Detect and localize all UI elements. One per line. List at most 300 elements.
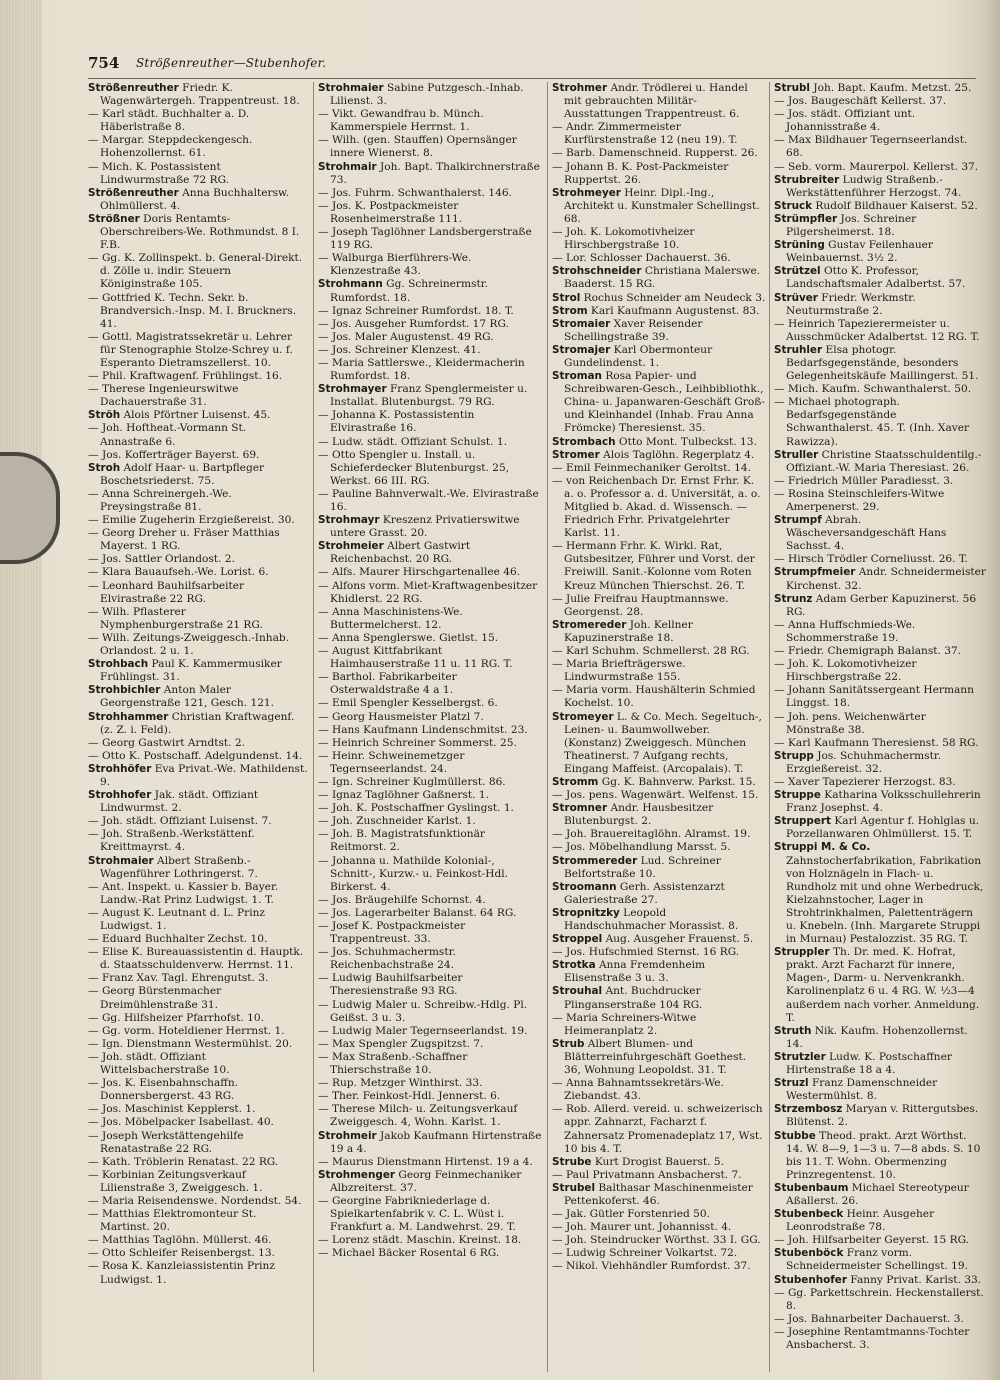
entry-text: — Maria vorm. Haushälterin Schmied Kochelst. 10. — [552, 684, 756, 710]
surname-heading: Stromner — [552, 802, 608, 815]
entry-text: — Michael Bäcker Rosental 6 RG. — [318, 1247, 500, 1260]
column-divider — [769, 82, 770, 1372]
entry-text: — Johann B. K. Post-Packmeister Ruppertst. 26. — [552, 160, 729, 186]
entry-text: — Barthol. Fabrikarbeiter Osterwaldstraße 4 a 1. — [318, 671, 457, 697]
directory-entry — [552, 161, 766, 187]
column-divider — [313, 82, 314, 1372]
entry-text: — Xaver Tapezierer Herzogst. 83. — [774, 775, 956, 788]
entry-text: — Lorenz städt. Maschin. Kreinst. 18. — [318, 1234, 522, 1247]
surname-heading: Strümpfler — [774, 212, 838, 225]
surname-heading: Strößenreuther — [88, 82, 179, 94]
surname-heading: Strohschneider — [552, 265, 642, 278]
directory-entry — [774, 815, 986, 841]
entry-text: — Alfs. Maurer Hirschgartenallee 46. — [318, 566, 521, 579]
entry-text: — Joh. Hilfsarbeiter Geyerst. 15 RG. — [774, 1234, 970, 1247]
directory-entry — [88, 881, 308, 907]
entry-text: Rosa Papier- und Schreibwaren-Gesch., Leihbibliothk., China- u. Japanwaren-Geschäft Groß- und Kleinhandel (Inhab. Frau Anna Frömcke) Theresienst. 35. — [564, 370, 765, 435]
entry-text: — Therese Milch- u. Zeitungsverkauf Zweiggesch. 4, Wohn. Karlst. 1. — [318, 1103, 518, 1129]
directory-entry — [318, 776, 542, 789]
entry-text: Anna Fremdenheim Elisenstraße 3 u. 3. — [564, 959, 706, 985]
entry-text: Heinr. Dipl.-Ing., Architekt u. Kunstmaler Schellingst. 68. — [564, 186, 760, 225]
directory-entry — [552, 1221, 766, 1234]
entry-text: Gg. Schreinermstr. Rumfordst. 18. — [330, 278, 488, 304]
directory-entry — [552, 907, 766, 933]
entry-text: — Alfons vorm. Miet-Kraftwagenbesitzer Khidlerst. 22 RG. — [318, 579, 538, 605]
surname-heading: Strubl — [774, 82, 810, 94]
entry-text: Paul K. Kammermusiker Frühlingst. 31. — [100, 658, 282, 684]
entry-text: — Johann Sanitätssergeant Hermann Linggst. 18. — [774, 684, 974, 710]
entry-text: — Rosa K. Kanzleiassistentin Prinz Ludwigst. 1. — [88, 1260, 275, 1286]
surname-heading: Strohmeir — [318, 1129, 377, 1142]
directory-entry — [318, 134, 542, 160]
entry-text: Joh. Kellner Kapuzinerstraße 18. — [564, 618, 693, 644]
directory-entry — [774, 1077, 986, 1103]
directory-entry — [88, 553, 308, 566]
directory-entry — [318, 1025, 542, 1038]
surname-heading: Stubenböck — [774, 1247, 844, 1260]
directory-entry — [318, 566, 542, 579]
entry-text: — Emil Spengler Kesselbergst. 6. — [318, 697, 498, 710]
directory-entry — [552, 711, 766, 776]
surname-heading: Strohbichler — [88, 684, 161, 697]
entry-text: — Lor. Schlosser Dachauerst. 36. — [552, 252, 731, 265]
entry-text: — Rob. Allerd. vereid. u. schweizerisch appr. Zahnarzt, Facharzt f. Zahnersatz Promenadeplatz 17, Wst. 10 bis 4. T. — [552, 1103, 763, 1155]
entry-text: Georg Feinmechaniker Albzreiterst. 37. — [330, 1168, 522, 1194]
entry-text: Gustav Feilenhauer Weinbauernst. 3½ 2. — [786, 239, 933, 265]
directory-entry — [88, 711, 308, 737]
directory-entry — [318, 645, 542, 671]
directory-entry — [88, 1025, 308, 1038]
entry-text: — Joh. Zuschneider Karlst. 1. — [318, 815, 476, 828]
entry-text: — August Kittfabrikant Haimhauserstraße 11 u. 11 RG. T. — [318, 645, 513, 671]
surname-heading: Strom — [552, 304, 588, 317]
surname-heading: Struppler — [774, 946, 830, 959]
surname-heading: Strohhofer — [88, 789, 152, 802]
directory-entry — [88, 1247, 308, 1260]
entry-text: — Georgine Fabrikniederlage d. Spielkartenfabrik v. C. L. Wüst i. Frankfurt a. M. Landwehrst. 29. T. — [318, 1194, 516, 1234]
directory-entry — [88, 1169, 308, 1195]
entry-text: Andr. Trödlerei u. Handel mit gebrauchten Militär-Ausstattungen Trappentreust. 6. — [564, 82, 748, 121]
directory-entry — [774, 292, 986, 318]
surname-heading: Strützel — [774, 265, 821, 278]
entry-text: — Korbinian Zeitungsverkauf Lilienstraße 3, Zweiggesch. 1. — [88, 1168, 263, 1194]
directory-entry — [774, 200, 986, 213]
directory-entry — [88, 763, 308, 789]
entry-text: — Joh. Hoftheat.-Vormann St. Annastraße 6. — [88, 422, 247, 448]
directory-entry — [552, 226, 766, 252]
surname-heading: Struppe — [774, 789, 821, 802]
entry-text: Otto Mont. Tulbeckst. 13. — [615, 435, 757, 448]
directory-entry — [318, 828, 542, 854]
surname-heading: Stromm — [552, 775, 599, 788]
entry-text: — Maria Schreiners-Witwe Heimeranplatz 2. — [552, 1011, 697, 1037]
surname-heading: Strößner — [88, 212, 140, 225]
directory-entry — [552, 1208, 766, 1221]
entry-text: Anton Maler Georgenstraße 121, Gesch. 121. — [100, 684, 275, 710]
entry-text: — Max Straßenb.-Schaffner Thierschstraße 10. — [318, 1050, 468, 1077]
entry-text: Albert Gastwirt Reichenbachst. 20 RG. — [330, 540, 471, 566]
directory-entry — [88, 82, 308, 108]
entry-text: — Joh. K. Lokomotivheizer Hirschbergstraße 10. — [552, 226, 695, 252]
entry-text: — Anna Schreinergeh.-We. Preysingstraße 81. — [88, 487, 232, 513]
surname-heading: Ströh — [88, 409, 121, 422]
entry-text: — Gg. Hilfsheizer Pfarrhofst. 10. — [88, 1011, 264, 1024]
entry-text: — Gg. vorm. Hoteldiener Herrnst. 1. — [88, 1024, 285, 1037]
directory-entry — [318, 1103, 542, 1129]
entry-text: — Jos. städt. Offiziant unt. Johannisstraße 4. — [774, 108, 916, 134]
entry-text: — Eduard Buchhalter Zechst. 10. — [88, 933, 268, 946]
directory-entry — [552, 265, 766, 291]
entry-text: Ludw. K. Postschaffner Hirtenstraße 18 a 4. — [786, 1050, 952, 1077]
directory-entry — [88, 933, 308, 946]
entry-text: Jos. Schreiner Pilgersheimerst. 18. — [786, 212, 917, 239]
directory-entry — [552, 82, 766, 121]
entry-text: — Georg Dreher u. Fräser Matthias Mayerst. 1 RG. — [88, 527, 280, 553]
directory-entry — [318, 226, 542, 252]
directory-entry — [774, 776, 986, 789]
entry-text: Fanny Privat. Karlst. 33. — [846, 1273, 982, 1286]
entry-text: — Mich. K. Postassistent Lindwurmstraße 72 RG. — [88, 160, 230, 186]
directory-entry — [88, 737, 308, 750]
entry-text: Joh. Bapt. Thalkirchnerstraße 73. — [330, 160, 540, 186]
directory-entry — [318, 999, 542, 1025]
directory-entry — [774, 95, 986, 108]
directory-entry — [88, 383, 308, 409]
entry-text: — Joseph Werkstättengehilfe Renatastraße 22 RG. — [88, 1129, 244, 1155]
surname-heading: Strommereder — [552, 854, 638, 867]
surname-heading: Stubenbeck — [774, 1208, 844, 1221]
entry-text: — Jos. Lagerarbeiter Balanst. 64 RG. — [318, 906, 517, 919]
directory-entry — [88, 1103, 308, 1116]
directory-entry — [318, 802, 542, 815]
surname-heading: Stubenhofer — [774, 1273, 847, 1286]
directory-entry — [88, 409, 308, 422]
entry-text: — Heinr. Schweinemetzger Tegernseerlandst. 24. — [318, 749, 465, 775]
entry-text: Rudolf Bildhauer Kaiserst. 52. — [812, 199, 978, 212]
directory-entry — [88, 1012, 308, 1025]
entry-text: — Leonhard Bauhilfsarbeiter Elvirastraße 22 RG. — [88, 579, 245, 605]
directory-entry — [774, 344, 986, 383]
directory-entry — [88, 449, 308, 462]
directory-entry — [88, 1208, 308, 1234]
entry-text: — Anna Maschinistens-We. Buttermelcherst. 12. — [318, 605, 463, 631]
entry-text: — Wilh. Zeitungs-Zweiggesch.-Inhab. Orlandost. 2 u. 1. — [88, 631, 290, 658]
entry-text: — Maria Sattlerswe., Kleidermacherin Rumfordst. 18. — [318, 356, 525, 383]
surname-heading: Strombach — [552, 435, 616, 448]
directory-entry — [88, 292, 308, 331]
entry-text: — Johanna K. Postassistentin Elvirastraße 16. — [318, 409, 475, 435]
entry-text: — von Reichenbach Dr. Ernst Frhr. K. a. o. Professor a. d. Universität, a. o. Mitglied b. Akad. d. Wissensch. — Friedrich Frhr. Privatgelehrter Karlst. 11. — [552, 474, 761, 540]
directory-entry — [774, 1130, 986, 1182]
directory-entry — [552, 292, 766, 305]
directory-entry — [318, 894, 542, 907]
directory-entry — [552, 252, 766, 265]
entry-text: — Jos. K. Eisenbahnschaffn. Donnersbergerst. 43 RG. — [88, 1077, 239, 1103]
entry-text: Andr. Hausbesitzer Blutenburgst. 2. — [564, 802, 714, 828]
directory-entry — [552, 684, 766, 710]
entry-text: — Joh. städt. Offiziant Wittelsbacherstraße 10. — [88, 1050, 230, 1077]
surname-heading: Stroomann — [552, 880, 617, 893]
entry-text: — Therese Ingenieurswitwe Dachauerstraße 31. — [88, 383, 239, 409]
directory-entry — [318, 331, 542, 344]
directory-entry — [88, 1051, 308, 1077]
directory-entry — [774, 396, 986, 448]
directory-entry — [552, 187, 766, 226]
directory-entry — [552, 1247, 766, 1260]
surname-heading: Strohhöfer — [88, 762, 152, 775]
directory-entry — [88, 134, 308, 160]
directory-entry — [318, 671, 542, 697]
directory-entry — [552, 1169, 766, 1182]
entry-text: L. & Co. Mech. Segeltuch-, Leinen- u. Baumwollweber. (Konstanz) Zweiggesch. München Theatinerst. 7 Aufgang rechts, Eingang Maffeist. (Arcopalais). T. — [564, 710, 762, 775]
surname-heading: Struth — [774, 1024, 812, 1037]
directory-entry — [774, 161, 986, 174]
directory-entry — [774, 108, 986, 134]
running-head: Strößenreuther—Stubenhofer. — [136, 56, 327, 70]
entry-text: Franz vorm. Schneidermeister Schellingst. 19. — [786, 1247, 969, 1273]
directory-entry — [318, 252, 542, 278]
entry-text: Lud. Schreiner Belfortstraße 10. — [564, 854, 721, 880]
entry-text: — Klara Bauaufseh.-We. Lorist. 6. — [88, 566, 269, 579]
directory-entry — [552, 776, 766, 789]
directory-entry — [88, 606, 308, 632]
directory-entry — [774, 645, 986, 658]
directory-entry — [774, 82, 986, 95]
directory-entry — [318, 514, 542, 540]
surname-heading: Strohhammer — [88, 710, 169, 723]
entry-text: Jakob Kaufmann Hirtenstraße 19 a 4. — [330, 1129, 542, 1155]
directory-entry — [774, 619, 986, 645]
entry-text: — Jos. pens. Wagenwärt. Welfenst. 15. — [552, 789, 759, 802]
entry-text: — Jos. Hufschmied Sternst. 16 RG. — [552, 946, 740, 959]
surname-heading: Struhler — [774, 343, 823, 356]
entry-text: — Jos. Ausgeher Rumfordst. 17 RG. — [318, 317, 509, 330]
directory-entry — [774, 265, 986, 291]
entry-text: — Phil. Kraftwagenf. Frühlingst. 16. — [88, 370, 283, 383]
directory-entry — [318, 946, 542, 972]
directory-entry — [88, 946, 308, 972]
page-number: 754 — [88, 54, 120, 72]
directory-entry — [552, 881, 766, 907]
entry-text: — Mich. Kaufm. Schwanthalerst. 50. — [774, 383, 972, 396]
directory-entry — [318, 187, 542, 200]
directory-entry — [318, 1077, 542, 1090]
entry-text: — Ign. Dienstmann Westermühlst. 20. — [88, 1037, 293, 1050]
surname-heading: Strupp — [774, 749, 814, 762]
entry-text: — Paul Privatmann Ansbacherst. 7. — [552, 1168, 742, 1181]
directory-entry — [552, 1260, 766, 1273]
directory-entry — [552, 475, 766, 540]
surname-heading: Stroman — [552, 370, 602, 383]
entry-text: — Pauline Bahnverwalt.-We. Elvirastraße 16. — [318, 487, 539, 513]
directory-entry — [88, 855, 308, 881]
directory-entry — [774, 1326, 986, 1352]
surname-heading: Strohmer — [552, 82, 608, 94]
surname-heading: Stroppel — [552, 933, 603, 946]
entry-text: Katharina Volksschullehrerin Franz Josephst. 4. — [786, 789, 981, 815]
directory-entry — [552, 305, 766, 318]
directory-entry — [774, 593, 986, 619]
directory-entry — [318, 697, 542, 710]
surname-heading: Stromajer — [552, 343, 611, 356]
directory-entry — [774, 383, 986, 396]
entry-text: — Max Spengler Zugspitzst. 7. — [318, 1037, 484, 1050]
surname-heading: Struller — [774, 448, 819, 461]
surname-heading: Strube — [552, 1155, 592, 1168]
directory-entry — [318, 1169, 542, 1195]
entry-text: — Otto Schleifer Reisenbergst. 13. — [88, 1247, 275, 1260]
entry-text: — Ludwig Bauhilfsarbeiter Theresienstraße 93 RG. — [318, 972, 463, 998]
surname-heading: Strumpfmeier — [774, 566, 856, 579]
directory-entry — [88, 1195, 308, 1208]
entry-text: — Ludwig Maler Tegernseerlandst. 19. — [318, 1024, 528, 1037]
header-rule — [88, 78, 976, 79]
entry-text: — Friedrich Müller Paradiesst. 3. — [774, 474, 954, 487]
directory-entry — [774, 1274, 986, 1287]
surname-heading: Strutzler — [774, 1050, 826, 1063]
entry-text: Kurt Drogist Bauerst. 5. — [591, 1155, 724, 1168]
directory-entry — [88, 462, 308, 488]
surname-heading: Stubbe — [774, 1129, 816, 1142]
entry-text: Friedr. K. Wagenwärtergeh. Trappentreust. 18. — [100, 82, 300, 108]
directory-entry — [318, 108, 542, 134]
entry-text: — Jos. Bräugehilfe Schornst. 4. — [318, 893, 486, 906]
directory-entry — [552, 1182, 766, 1208]
surname-heading: Strohmenger — [318, 1168, 395, 1181]
entry-text: — Maurus Dienstmann Hirtenst. 19 a 4. — [318, 1155, 533, 1168]
entry-text: — Friedr. Chemigraph Balanst. 37. — [774, 645, 962, 658]
directory-entry — [774, 174, 986, 200]
entry-text: — Ignaz Taglöhner Gaßnerst. 1. — [318, 789, 490, 802]
directory-entry — [88, 422, 308, 448]
entry-text: Karl Agentur f. Hohlglas u. Porzellanwaren Ohlmüllerst. 15. T. — [786, 815, 980, 841]
directory-entry — [318, 907, 542, 920]
entry-text: — Joh. K. Lokomotivheizer Hirschbergstraße 22. — [774, 658, 917, 684]
entry-text: — Gottfried K. Techn. Sekr. b. Brandversich.-Insp. M. I. Bruckners. 41. — [88, 291, 297, 330]
directory-entry — [552, 789, 766, 802]
entry-text: — Emil Feinmechaniker Geroltst. 14. — [552, 461, 751, 474]
entry-text: — Nikol. Viehhändler Rumfordst. 37. — [552, 1260, 751, 1273]
entry-text: — Barb. Damenschneid. Rupperst. 26. — [552, 147, 758, 160]
directory-entry — [88, 566, 308, 579]
directory-entry — [774, 553, 986, 566]
entry-text: — Heinrich Tapezierermeister u. Ausschmücker Adalbertst. 12 RG. T. — [774, 317, 980, 343]
directory-entry — [552, 841, 766, 854]
entry-text: — Jos. Möbelpacker Isabellast. 40. — [88, 1116, 274, 1129]
directory-entry — [88, 488, 308, 514]
directory-entry — [88, 972, 308, 985]
directory-entry — [318, 724, 542, 737]
directory-column-4 — [774, 82, 986, 1372]
surname-heading: Strohmair — [318, 160, 377, 173]
book-spine — [0, 0, 42, 1380]
directory-entry — [318, 383, 542, 409]
surname-heading: Strotka — [552, 959, 596, 972]
surname-heading: Strouhal — [552, 985, 603, 998]
directory-entry — [552, 933, 766, 946]
directory-entry — [318, 737, 542, 750]
directory-entry — [774, 1234, 986, 1247]
entry-text: — Maria Briefträgerswe. Lindwurmstraße 155. — [552, 658, 686, 684]
entry-text: — Ther. Feinkost-Hdl. Jennerst. 6. — [318, 1090, 501, 1103]
entry-text: Ant. Buchdrucker Plinganserstraße 104 RG. — [564, 985, 703, 1011]
entry-text: — Heinrich Schreiner Sommerst. 25. — [318, 736, 517, 749]
directory-entry — [318, 815, 542, 828]
entry-text: Albert Straßenb.-Wagenführer Lothringerst. 7. — [100, 854, 258, 880]
surname-heading: Struzl — [774, 1077, 809, 1090]
directory-entry — [552, 1038, 766, 1077]
directory-entry — [774, 684, 986, 710]
entry-text: — Anna Spenglerswe. Gietlst. 15. — [318, 631, 499, 644]
directory-entry — [774, 1051, 986, 1077]
directory-entry — [318, 344, 542, 357]
directory-entry — [774, 134, 986, 160]
directory-entry — [88, 789, 308, 815]
surname-heading: Strüver — [774, 291, 818, 304]
directory-entry — [774, 841, 986, 946]
entry-text: — Hermann Frhr. K. Wirkl. Rat, Gutsbesitzer, Führer und Vorst. der Freiwill. Sanit.-Kolonne vom Roten Kreuz München Thierschst. 26. T. — [552, 540, 755, 592]
entry-text: Karl Kaufmann Augustenst. 83. — [587, 304, 760, 317]
surname-heading: Strohmann — [318, 278, 383, 291]
entry-text: Elsa photogr. Bedarfsgegenstände, besonders Gelegenheitskäufe Maillingerst. 51. — [786, 343, 979, 383]
directory-entry — [774, 750, 986, 776]
entry-text: — Georg Bürstenmacher Dreimühlenstraße 31. — [88, 985, 222, 1011]
directory-entry — [774, 711, 986, 737]
directory-entry — [318, 1195, 542, 1234]
directory-entry — [318, 1156, 542, 1169]
entry-text: — Michael photograph. Bedarfsgegenstände Schwanthalerst. 45. T. (Inh. Xaver Rawizza). — [774, 396, 970, 448]
entry-text: — Joh. Steindrucker Wörthst. 33 I. GG. — [552, 1234, 761, 1247]
entry-text: — Ludwig Maler u. Schreibw.-Hdlg. Pl. Geißst. 3 u. 3. — [318, 998, 528, 1024]
entry-text: — Josef K. Postpackmeister Trappentreust. 33. — [318, 920, 466, 946]
directory-entry — [88, 907, 308, 933]
entry-text: — Otto K. Postschaff. Adelgundenst. 14. — [88, 749, 303, 762]
entry-text: Joh. Bapt. Kaufm. Metzst. 25. — [809, 82, 972, 94]
surname-heading: Stromeyer — [552, 710, 614, 723]
entry-text: — Gottl. Magistratssekretär u. Lehrer für Stenographie Stolze-Schrey u. f. Esperanto Dietramszellerst. 10. — [88, 330, 293, 369]
directory-entry — [774, 1208, 986, 1234]
directory-entry — [552, 959, 766, 985]
entry-text: Albert Blumen- und Blätterreinfuhrgeschäft Goethest. 36, Wohnung Leopoldst. 31. T. — [564, 1037, 747, 1077]
surname-heading: Struppi M. & Co. — [774, 841, 871, 854]
entry-text: — Joh. B. Magistratsfunktionär Reitmorst. 2. — [318, 828, 485, 854]
entry-text: Leopold Handschuhmacher Morassist. 8. — [564, 906, 739, 932]
surname-heading: Strohmeier — [318, 540, 384, 553]
entry-text: — Wilh. Pflasterer Nymphenburgerstraße 21 RG. — [88, 605, 263, 631]
directory-entry — [318, 711, 542, 724]
surname-heading: Stropnitzky — [552, 906, 620, 919]
entry-text: — Seb. vorm. Maurerpol. Kellerst. 37. — [774, 160, 979, 173]
entry-text: — Otto Spengler u. Install. u. Schieferdecker Blutenburgst. 25, Werkst. 66 III. RG. — [318, 448, 510, 487]
directory-entry — [88, 684, 308, 710]
entry-text: Sabine Putzgesch.-Inhab. Lilienst. 3. — [330, 82, 524, 108]
entry-text: Gg. K. Bahnverw. Parkst. 15. — [598, 775, 756, 788]
surname-heading: Strohmaier — [318, 82, 384, 94]
directory-entry — [88, 1077, 308, 1103]
entry-text: — Jos. Schreiner Klenzest. 41. — [318, 343, 481, 356]
directory-entry — [88, 108, 308, 134]
directory-entry — [318, 580, 542, 606]
directory-entry — [774, 488, 986, 514]
entry-text: — Wilh. (gen. Stauffen) Opernsänger innere Wienerst. 8. — [318, 134, 517, 160]
entry-text: — Jos. Fuhrm. Schwanthalerst. 146. — [318, 186, 512, 199]
entry-text: — Jos. Bahnarbeiter Dachauerst. 3. — [774, 1312, 964, 1325]
directory-entry — [88, 1156, 308, 1169]
entry-text: Xaver Reisender Schellingstraße 39. — [564, 317, 703, 343]
directory-entry — [88, 331, 308, 370]
directory-entry — [552, 1077, 766, 1103]
directory-entry — [774, 789, 986, 815]
